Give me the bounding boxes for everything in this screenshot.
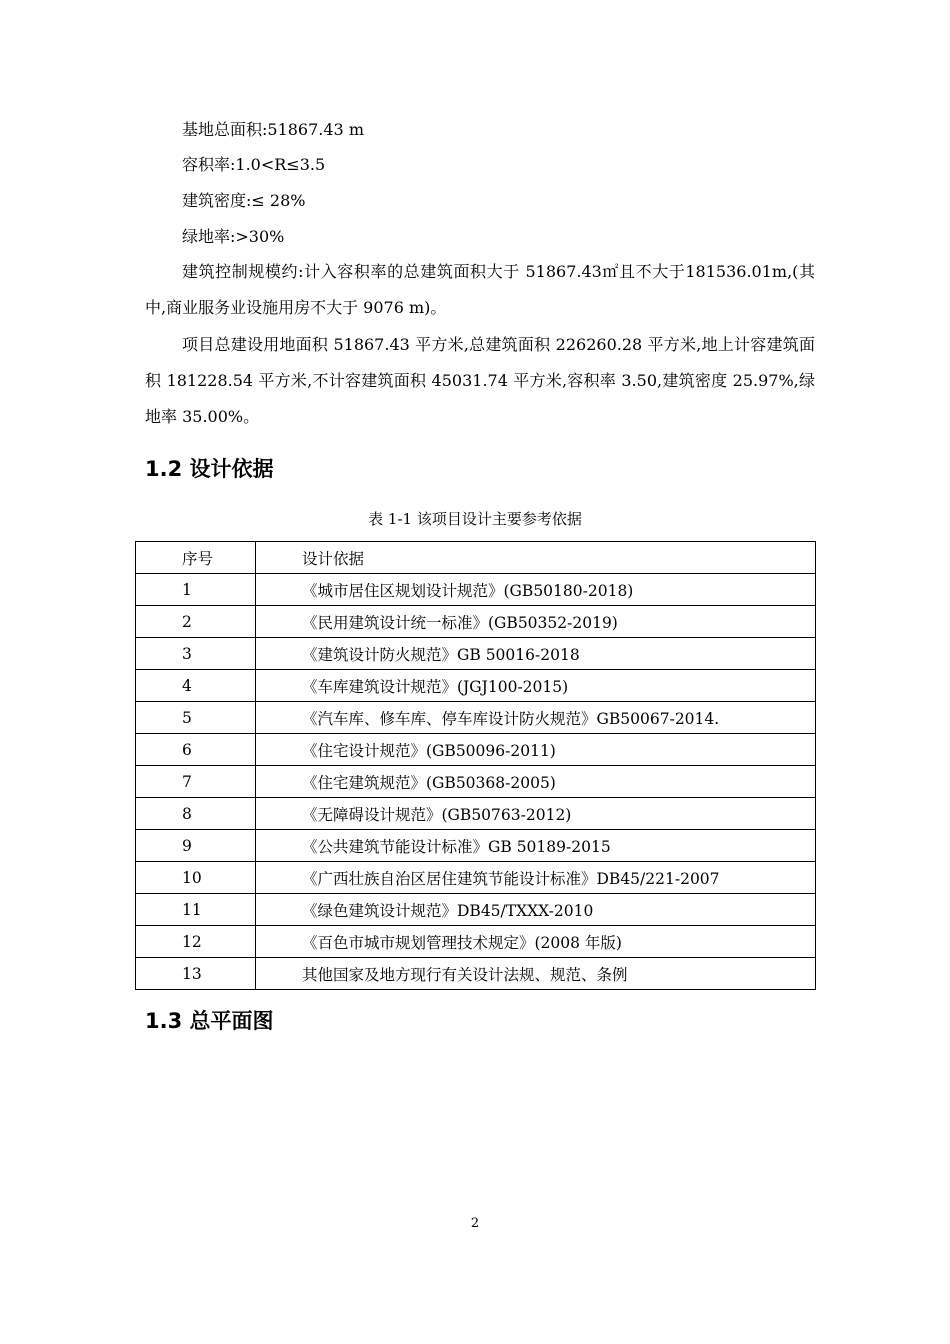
table-row xyxy=(136,670,816,702)
table-row xyxy=(136,830,816,862)
row-index: 1 xyxy=(136,574,256,606)
row-index: 4 xyxy=(136,670,256,702)
table-row xyxy=(136,702,816,734)
table-row xyxy=(136,894,816,926)
site-green-ratio: 绿地率:>30% xyxy=(182,227,285,246)
row-reference: 《住宅建筑规范》(GB50368-2005) xyxy=(256,766,816,798)
row-index: 11 xyxy=(136,894,256,926)
row-reference: 《住宅设计规范》(GB50096-2011) xyxy=(256,734,816,766)
row-index: 10 xyxy=(136,862,256,894)
row-index: 13 xyxy=(136,958,256,990)
row-index: 6 xyxy=(136,734,256,766)
table-caption: 表 1-1 该项目设计主要参考依据 xyxy=(368,510,582,528)
table-row xyxy=(136,926,816,958)
row-reference: 《车库建筑设计规范》(JGJ100-2015) xyxy=(256,670,816,702)
table-row xyxy=(136,734,816,766)
row-index: 8 xyxy=(136,798,256,830)
row-index: 3 xyxy=(136,638,256,670)
row-index: 7 xyxy=(136,766,256,798)
site-total-area: 基地总面积:51867.43 m xyxy=(182,120,364,139)
table-header-row xyxy=(136,542,816,574)
row-index: 9 xyxy=(136,830,256,862)
row-reference: 《民用建筑设计统一标准》(GB50352-2019) xyxy=(256,606,816,638)
design-reference-table xyxy=(135,541,816,990)
row-reference: 《绿色建筑设计规范》DB45/TXXX-2010 xyxy=(256,894,816,926)
row-reference: 《广西壮族自治区居住建筑节能设计标准》DB45/221-2007 xyxy=(256,862,816,894)
row-index: 5 xyxy=(136,702,256,734)
row-index: 12 xyxy=(136,926,256,958)
table-row xyxy=(136,862,816,894)
table-row xyxy=(136,638,816,670)
row-reference: 《公共建筑节能设计标准》GB 50189-2015 xyxy=(256,830,816,862)
site-plot-ratio: 容积率:1.0<R≤3.5 xyxy=(182,155,326,174)
row-reference: 《建筑设计防火规范》GB 50016-2018 xyxy=(256,638,816,670)
table-row xyxy=(136,606,816,638)
section-heading-site-plan: 1.3 总平面图 xyxy=(145,1009,274,1033)
control-scale-paragraph: 建筑控制规模约:计入容积率的总建筑面积大于 51867.43㎡且不大于181536.01m,(其中,商业服务业设施用房不大于 9076 m)。 xyxy=(145,262,815,317)
table-row xyxy=(136,958,816,990)
table-row xyxy=(136,798,816,830)
row-reference: 《百色市城市规划管理技术规定》(2008 年版) xyxy=(256,926,816,958)
header-reference: 设计依据 xyxy=(256,542,816,574)
table-row xyxy=(136,574,816,606)
site-building-density: 建筑密度:≤ 28% xyxy=(182,191,306,210)
project-summary-paragraph: 项目总建设用地面积 51867.43 平方米,总建筑面积 226260.28 平方米,地上计容建筑面积 181228.54 平方米,不计容建筑面积 45031.74 平方米,容积率 3.50,建筑密度 25.97%,绿地率 35.00%。 xyxy=(145,335,815,426)
row-reference: 《汽车库、修车库、停车库设计防火规范》GB50067-2014. xyxy=(256,702,816,734)
page-number: 2 xyxy=(470,1216,480,1231)
header-index: 序号 xyxy=(136,542,256,574)
row-reference: 《无障碍设计规范》(GB50763-2012) xyxy=(256,798,816,830)
section-heading-design-basis: 1.2 设计依据 xyxy=(145,457,274,481)
table-row xyxy=(136,766,816,798)
row-reference: 《城市居住区规划设计规范》(GB50180-2018) xyxy=(256,574,816,606)
row-index: 2 xyxy=(136,606,256,638)
row-reference: 其他国家及地方现行有关设计法规、规范、条例 xyxy=(256,958,816,990)
